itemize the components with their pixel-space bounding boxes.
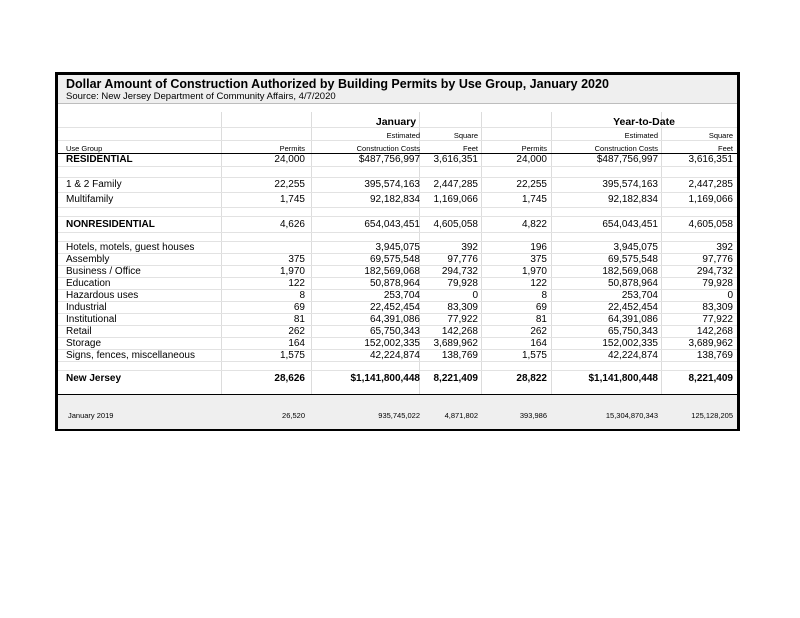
header-feet-ytd: Feet <box>717 144 733 153</box>
cell-jan-costs: 69,575,548 <box>369 254 420 265</box>
cell-jan-costs: 3,945,075 <box>375 242 420 253</box>
header-row <box>58 127 737 141</box>
cell-ytd-sqft: 125,128,205 <box>691 411 733 420</box>
cell-ytd-permits: 1,970 <box>521 266 547 277</box>
cell-ytd-costs: 182,569,068 <box>602 266 658 277</box>
cell-ytd-permits: 122 <box>530 278 547 289</box>
cell-ytd-permits: 28,822 <box>516 373 547 384</box>
row-label: January 2019 <box>68 411 114 420</box>
group-header-ytd: Year-to-Date <box>613 116 675 128</box>
cell-ytd-permits: 69 <box>535 302 547 313</box>
cell-ytd-permits: 81 <box>535 314 547 325</box>
cell-ytd-costs: 253,704 <box>621 290 658 301</box>
cell-jan-sqft: 4,871,802 <box>444 411 478 420</box>
cell-jan-sqft: 8,221,409 <box>433 373 478 384</box>
cell-ytd-sqft: 8,221,409 <box>688 373 733 384</box>
cell-jan-permits: 24,000 <box>274 154 305 165</box>
header-permits-ytd: Permits <box>521 144 547 153</box>
cell-ytd-permits: 262 <box>530 326 547 337</box>
cell-ytd-permits: 375 <box>530 254 547 265</box>
cell-ytd-costs: 50,878,964 <box>607 278 658 289</box>
total-row <box>58 370 737 387</box>
header-square-jan: Square <box>453 131 478 140</box>
cell-jan-permits: 262 <box>288 326 305 337</box>
cell-ytd-costs: 3,945,075 <box>613 242 658 253</box>
cell-ytd-costs: 22,452,454 <box>607 302 658 313</box>
cell-ytd-permits: 196 <box>530 242 547 253</box>
cell-ytd-sqft: 3,616,351 <box>688 154 733 165</box>
cell-ytd-sqft: 2,447,285 <box>688 179 733 190</box>
cell-jan-permits: 4,626 <box>279 219 305 230</box>
header-costs-jan: Construction Costs <box>356 144 420 153</box>
cell-ytd-costs: 395,574,163 <box>602 179 658 190</box>
cell-ytd-costs: 15,304,870,343 <box>605 411 658 420</box>
cell-jan-permits: 1,575 <box>279 350 305 361</box>
table-row <box>58 177 737 193</box>
cell-jan-sqft: 142,268 <box>441 326 478 337</box>
cell-jan-costs: 42,224,874 <box>369 350 420 361</box>
row-label: 1 & 2 Family <box>66 179 122 190</box>
table-row <box>58 153 737 166</box>
cell-jan-costs: 152,002,335 <box>364 338 420 349</box>
cell-ytd-permits: 1,745 <box>521 194 547 205</box>
cell-jan-costs: 64,391,086 <box>369 314 420 325</box>
cell-jan-costs: 654,043,451 <box>364 219 420 230</box>
cell-ytd-sqft: 142,268 <box>696 326 733 337</box>
cell-ytd-costs: 64,391,086 <box>607 314 658 325</box>
header-feet-jan: Feet <box>462 144 478 153</box>
cell-jan-costs: 65,750,343 <box>369 326 420 337</box>
cell-jan-sqft: 294,732 <box>441 266 478 277</box>
cell-ytd-sqft: 4,605,058 <box>688 219 733 230</box>
cell-jan-permits: 81 <box>293 314 305 325</box>
cell-jan-permits: 28,626 <box>274 373 305 384</box>
row-label: Education <box>66 278 111 289</box>
cell-ytd-costs: $1,141,800,448 <box>588 373 658 384</box>
cell-jan-sqft: 83,309 <box>447 302 478 313</box>
cell-jan-permits: 8 <box>299 290 305 301</box>
cell-ytd-sqft: 97,776 <box>702 254 733 265</box>
cell-ytd-sqft: 0 <box>727 290 733 301</box>
cell-jan-sqft: 79,928 <box>447 278 478 289</box>
cell-jan-permits: 69 <box>293 302 305 313</box>
header-permits-jan: Permits <box>279 144 305 153</box>
cell-jan-costs: $1,141,800,448 <box>350 373 420 384</box>
cell-ytd-costs: 42,224,874 <box>607 350 658 361</box>
report-table <box>55 72 740 431</box>
cell-ytd-permits: 393,986 <box>519 411 547 420</box>
cell-jan-sqft: 392 <box>461 242 478 253</box>
cell-jan-permits: 22,255 <box>274 179 305 190</box>
cell-jan-costs: $487,756,997 <box>358 154 420 165</box>
cell-ytd-sqft: 77,922 <box>702 314 733 325</box>
cell-jan-permits: 26,520 <box>282 411 305 420</box>
cell-jan-costs: 253,704 <box>383 290 420 301</box>
row-label: New Jersey <box>66 373 122 384</box>
table-row <box>58 192 737 208</box>
cell-jan-sqft: 1,169,066 <box>433 194 478 205</box>
cell-ytd-costs: 152,002,335 <box>602 338 658 349</box>
cell-ytd-sqft: 138,769 <box>696 350 733 361</box>
cell-ytd-sqft: 1,169,066 <box>688 194 733 205</box>
cell-jan-permits: 1,745 <box>279 194 305 205</box>
row-label: RESIDENTIAL <box>66 154 133 165</box>
cell-ytd-permits: 22,255 <box>516 179 547 190</box>
title-bar <box>58 75 737 104</box>
cell-jan-sqft: 97,776 <box>447 254 478 265</box>
row-label: Business / Office <box>66 266 141 277</box>
table-row <box>58 216 737 233</box>
cell-ytd-costs: 69,575,548 <box>607 254 658 265</box>
cell-jan-costs: 395,574,163 <box>364 179 420 190</box>
cell-ytd-sqft: 294,732 <box>696 266 733 277</box>
cell-ytd-costs: 92,182,834 <box>607 194 658 205</box>
cell-jan-sqft: 2,447,285 <box>433 179 478 190</box>
cell-jan-sqft: 77,922 <box>447 314 478 325</box>
cell-ytd-costs: 654,043,451 <box>602 219 658 230</box>
cell-ytd-costs: 65,750,343 <box>607 326 658 337</box>
row-label: NONRESIDENTIAL <box>66 219 155 230</box>
row-label: Storage <box>66 338 102 349</box>
cell-jan-sqft: 3,689,962 <box>433 338 478 349</box>
row-label: Assembly <box>66 254 110 265</box>
report-title: Dollar Amount of Construction Authorized by Building Permits by Use Group, January 2020 <box>66 77 609 91</box>
row-label: Hotels, motels, guest houses <box>66 242 195 253</box>
cell-jan-sqft: 4,605,058 <box>433 219 478 230</box>
cell-jan-sqft: 0 <box>472 290 478 301</box>
header-row <box>58 140 737 154</box>
cell-jan-costs: 50,878,964 <box>369 278 420 289</box>
row-label: Industrial <box>66 302 107 313</box>
cell-ytd-sqft: 3,689,962 <box>688 338 733 349</box>
cell-jan-sqft: 3,616,351 <box>433 154 478 165</box>
cell-ytd-permits: 4,822 <box>521 219 547 230</box>
cell-ytd-permits: 164 <box>530 338 547 349</box>
cell-ytd-sqft: 79,928 <box>702 278 733 289</box>
cell-ytd-sqft: 392 <box>716 242 733 253</box>
header-estimated-jan: Estimated <box>386 131 420 140</box>
cell-jan-permits: 375 <box>288 254 305 265</box>
group-header-january: January <box>375 116 417 128</box>
row-label: Multifamily <box>66 194 114 205</box>
comparison-row <box>58 394 737 429</box>
header-costs-ytd: Construction Costs <box>594 144 658 153</box>
cell-ytd-permits: 24,000 <box>516 154 547 165</box>
cell-jan-sqft: 138,769 <box>441 350 478 361</box>
cell-jan-permits: 122 <box>288 278 305 289</box>
cell-jan-permits: 1,970 <box>279 266 305 277</box>
cell-ytd-sqft: 83,309 <box>702 302 733 313</box>
cell-jan-costs: 92,182,834 <box>369 194 420 205</box>
row-label: Hazardous uses <box>66 290 139 301</box>
header-square-ytd: Square <box>708 131 733 140</box>
header-use-group: Use Group <box>66 144 103 153</box>
cell-jan-costs: 22,452,454 <box>369 302 420 313</box>
row-label: Signs, fences, miscellaneous <box>66 350 195 361</box>
cell-jan-permits: 164 <box>288 338 305 349</box>
report-source: Source: New Jersey Department of Community Affairs, 4/7/2020 <box>66 91 336 102</box>
cell-ytd-permits: 8 <box>541 290 547 301</box>
cell-ytd-costs: $487,756,997 <box>596 154 658 165</box>
cell-jan-costs: 935,745,022 <box>378 411 420 420</box>
cell-jan-costs: 182,569,068 <box>364 266 420 277</box>
header-estimated-ytd: Estimated <box>624 131 658 140</box>
row-label: Retail <box>66 326 92 337</box>
row-label: Institutional <box>66 314 117 325</box>
cell-ytd-permits: 1,575 <box>521 350 547 361</box>
